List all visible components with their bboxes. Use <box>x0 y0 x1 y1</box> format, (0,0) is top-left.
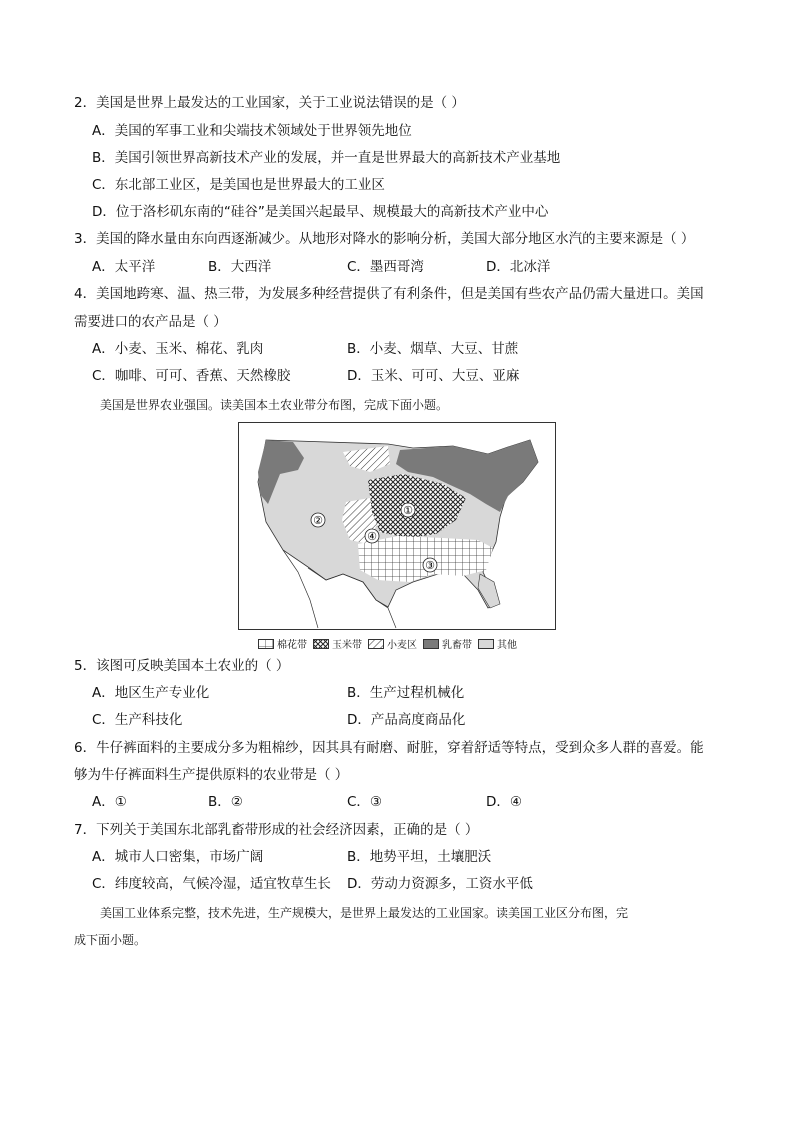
material-intro-agriculture: 美国是世界农业强国。读美国本土农业带分布图，完成下面小题。 <box>100 398 449 412</box>
q6-option-a: A．① <box>92 794 127 810</box>
legend-label-corn: 玉米带 <box>332 640 362 651</box>
legend-item-wheat <box>368 636 417 651</box>
map-label-3 <box>423 558 437 572</box>
q5-stem: 5．该图可反映美国本土农业的（ ） <box>74 658 290 674</box>
q4-option-a: A．小麦、玉米、棉花、乳肉 <box>92 341 264 357</box>
q6-option-c: C．③ <box>347 794 383 810</box>
q2-option-b: B．美国引领世界高新技术产业的发展，并一直是世界最大的高新技术产业基地 <box>92 150 561 166</box>
legend-swatch-wheat <box>368 639 384 649</box>
q7-option-b: B．地势平坦，土壤肥沃 <box>347 849 492 865</box>
q3-option-b: B．大西洋 <box>208 259 272 275</box>
q4-option-c: C．咖啡、可可、香蕉、天然橡胶 <box>92 368 291 384</box>
q4-stem-line1: 4．美国地跨寒、温、热三带，为发展多种经营提供了有利条件，但是美国有些农产品仍需大量进口。美国 <box>74 286 704 302</box>
legend-swatch-dairy <box>423 639 439 649</box>
q6-option-b: B．② <box>208 794 243 810</box>
legend-label-wheat: 小麦区 <box>387 640 417 651</box>
svg-text:②: ② <box>313 514 323 527</box>
q5-option-d: D．产品高度商品化 <box>347 712 466 728</box>
legend-swatch-corn <box>313 639 329 649</box>
map-label-4 <box>365 529 379 543</box>
q6-stem-line2: 够为牛仔裤面料生产提供原料的农业带是（ ） <box>74 767 349 783</box>
legend-label-dairy: 乳畜带 <box>442 640 472 651</box>
q5-option-b: B．生产过程机械化 <box>347 685 465 701</box>
q4-option-d: D．玉米、可可、大豆、亚麻 <box>347 368 520 384</box>
q7-option-d: D．劳动力资源多，工资水平低 <box>347 876 533 892</box>
q3-stem: 3．美国的降水量由东向西逐渐减少。从地形对降水的影响分析，美国大部分地区水汽的主要来源是（ ） <box>74 231 695 247</box>
q3-option-d: D．北冰洋 <box>486 259 551 275</box>
q2-stem: 2．美国是世界上最发达的工业国家，关于工业说法错误的是（ ） <box>74 95 465 111</box>
q2-option-a: A．美国的军事工业和尖端技术领域处于世界领先地位 <box>92 123 412 139</box>
material-intro-industry-line2: 成下面小题。 <box>74 933 147 947</box>
legend-label-cotton: 棉花带 <box>277 640 307 651</box>
legend-item-other <box>478 636 517 651</box>
q5-option-a: A．地区生产专业化 <box>92 685 210 701</box>
legend-swatch-cotton <box>258 639 274 649</box>
map-label-2 <box>311 513 325 527</box>
us-agriculture-belt-map <box>238 422 556 630</box>
q6-stem-line1: 6．牛仔裤面料的主要成分多为粗棉纱，因其具有耐磨、耐脏，穿着舒适等特点，受到众多人群的喜爱。能 <box>74 740 704 756</box>
q6-option-d: D．④ <box>486 794 522 810</box>
q4-option-b: B．小麦、烟草、大豆、甘蔗 <box>347 341 519 357</box>
map-legend <box>258 636 517 651</box>
q2-option-c: C．东北部工业区，是美国也是世界最大的工业区 <box>92 177 385 193</box>
q5-option-c: C．生产科技化 <box>92 712 183 728</box>
svg-text:①: ① <box>403 504 413 517</box>
map-label-1 <box>401 503 415 517</box>
legend-label-other: 其他 <box>497 640 517 651</box>
legend-item-cotton <box>258 636 307 651</box>
legend-item-dairy <box>423 636 472 651</box>
legend-swatch-other <box>478 639 494 649</box>
q4-stem-line2: 需要进口的农产品是（ ） <box>74 314 227 330</box>
q2-option-d: D．位于洛杉矶东南的“硅谷”是美国兴起最早、规模最大的高新技术产业中心 <box>92 204 549 220</box>
q3-option-c: C．墨西哥湾 <box>347 259 424 275</box>
q7-option-c: C．纬度较高，气候冷湿，适宜牧草生长 <box>92 876 331 892</box>
q7-option-a: A．城市人口密集，市场广阔 <box>92 849 264 865</box>
svg-text:③: ③ <box>425 559 435 572</box>
legend-item-corn <box>313 636 362 651</box>
svg-text:④: ④ <box>367 530 377 543</box>
q7-stem: 7．下列关于美国东北部乳畜带形成的社会经济因素，正确的是（ ） <box>74 822 479 838</box>
material-intro-industry-line1: 美国工业体系完整，技术先进，生产规模大，是世界上最发达的工业国家。读美国工业区分布图，完 <box>100 906 629 920</box>
q3-option-a: A．太平洋 <box>92 259 156 275</box>
